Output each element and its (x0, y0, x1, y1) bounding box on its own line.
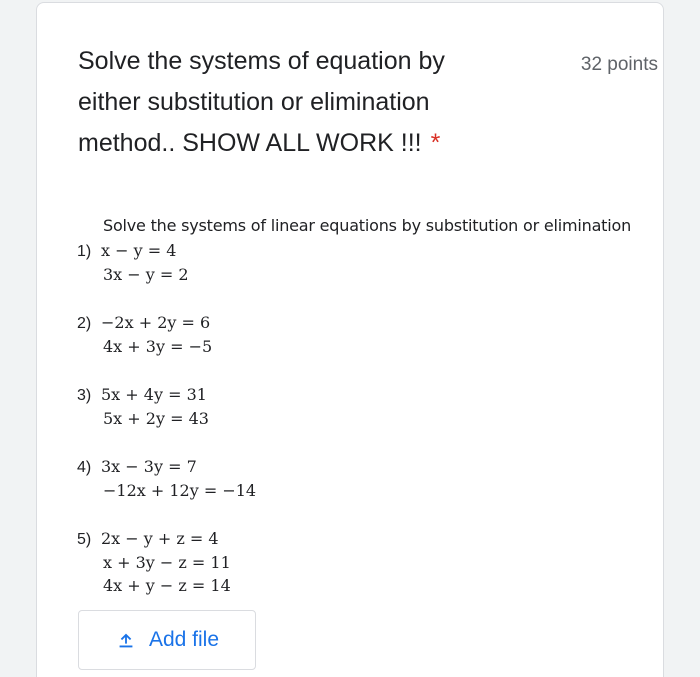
question-title (78, 41, 508, 164)
equation: x − y = 4 (101, 241, 177, 260)
problem-2 (77, 311, 637, 358)
problem-3 (77, 383, 637, 430)
worksheet-instructions: Solve the systems of linear equations by substitution or elimination (103, 216, 632, 235)
upload-icon (115, 629, 137, 651)
problem-number: 5) (77, 531, 92, 548)
equation: 4x + 3y = −5 (103, 337, 213, 356)
problem-1 (77, 239, 637, 286)
equation: x + 3y − z = 11 (103, 553, 231, 572)
equation: 5x + 2y = 43 (103, 409, 209, 428)
equation: 5x + 4y = 31 (101, 385, 207, 404)
problem-number: 3) (77, 387, 92, 404)
equation: 2x − y + z = 4 (101, 529, 219, 548)
question-header (78, 41, 658, 164)
add-file-button[interactable] (78, 610, 256, 670)
worksheet-image (77, 215, 637, 597)
equation: −2x + 2y = 6 (101, 313, 211, 332)
points-label: 32 points (580, 54, 658, 75)
question-card (36, 2, 664, 677)
problem-number: 1) (77, 243, 92, 260)
equation: −12x + 12y = −14 (103, 481, 257, 500)
problem-number: 4) (77, 459, 92, 476)
problem-5 (77, 527, 637, 597)
required-marker: * (430, 129, 441, 157)
equation: 3x − 3y = 7 (101, 457, 197, 476)
equation: 3x − y = 2 (103, 265, 189, 284)
problem-number: 2) (77, 315, 92, 332)
problem-4 (77, 455, 637, 502)
equation: 4x + y − z = 14 (103, 576, 231, 595)
add-file-label: Add file (148, 628, 220, 651)
question-title-text: Solve the systems of equation by either substitution or elimination method.. SHOW ALL WORK !!! (78, 47, 445, 157)
